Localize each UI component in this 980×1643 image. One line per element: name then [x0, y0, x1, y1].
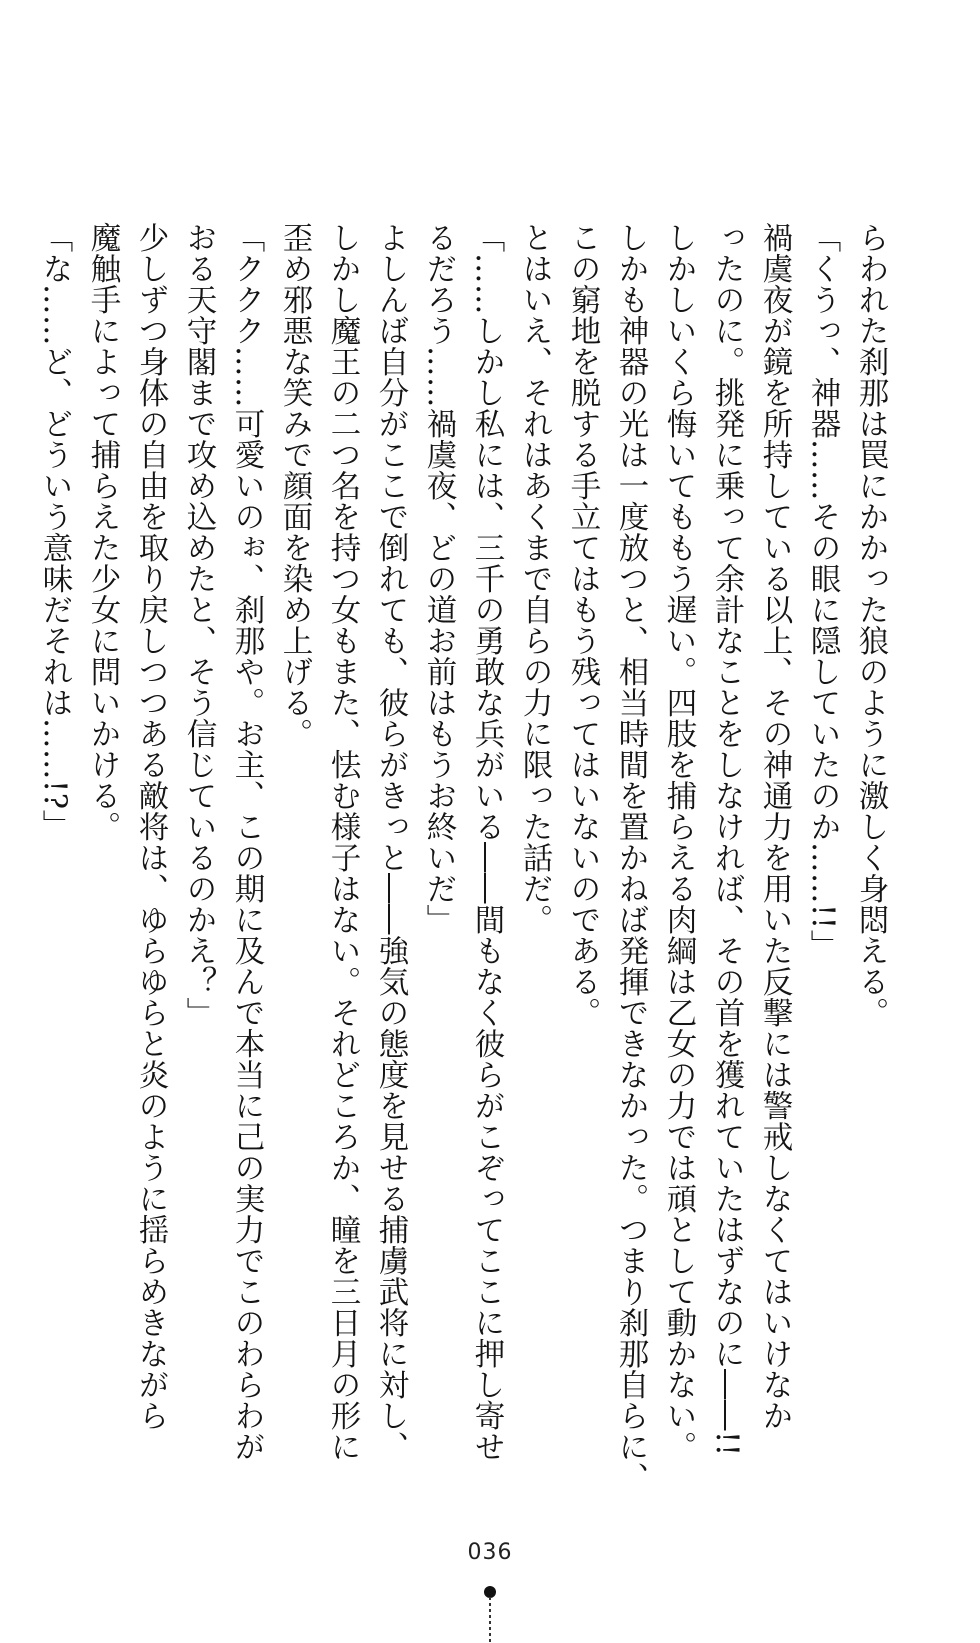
text-line: 魔触手によって捕らえた少女に問いかける。 [85, 222, 120, 842]
folio-dotted-line [489, 1597, 491, 1643]
text-line: ったのに。挑発に乗って余計なことをしなければ、その首を獲れていたはずなのに――!! [709, 222, 744, 1457]
text-line: おる天守閣まで攻め込めたと、そう信じているのかえ？」 [181, 222, 216, 1028]
page-number: 036 [467, 1540, 513, 1565]
text-line: 禍虞夜が鏡を所持している以上、その神通力を用いた反撃には警戒しなくてはいけなか [757, 222, 792, 1431]
text-line: よしんば自分がここで倒れても、彼らがきっと――強気の態度を見せる捕虜武将に対し、 [373, 222, 408, 1462]
body-text [37, 222, 894, 1493]
text-line: とはいえ、それはあくまで自らの力に限った話だ。 [517, 222, 552, 935]
text-line: 「くうっ、神器……その眼に隠していたのか……!!」 [805, 222, 840, 961]
text-line: 歪め邪悪な笑みで顔面を染め上げる。 [277, 222, 312, 749]
text-line: 「ククク……可愛いのぉ、刹那や。お主、この期に及んで本当に己の実力でこのわらわが [229, 222, 264, 1462]
text-line: 少しずつ身体の自由を取り戻しつつある敵将は、ゆらゆらと炎のように揺らめきながら [133, 222, 168, 1431]
text-line: この窮地を脱する手立てはもう残ってはいないのである。 [565, 222, 600, 1028]
text-line: しかしいくら悔いてももう遅い。四肢を捕らえる肉綱は乙女の力では頑として動かない。 [661, 222, 696, 1462]
text-line: るだろう……禍虞夜、どの道お前はもうお終いだ」 [421, 222, 456, 935]
text-line: 「な……ど、どういう意味だそれは……!?」 [37, 222, 72, 841]
text-line: しかし魔王の二つ名を持つ女もまた、怯む様子はない。それどころか、瞳を三日月の形に [325, 222, 360, 1462]
text-line: しかも神器の光は一度放つと、相当時間を置かねば発揮できなかった。つまり刹那自らに、 [613, 222, 648, 1493]
text-line: 「……しかし私には、三千の勇敢な兵がいる――間もなく彼らがこぞってここに押し寄せ [469, 222, 504, 1462]
text-line: らわれた刹那は罠にかかった狼のように激しく身悶える。 [853, 222, 888, 1028]
